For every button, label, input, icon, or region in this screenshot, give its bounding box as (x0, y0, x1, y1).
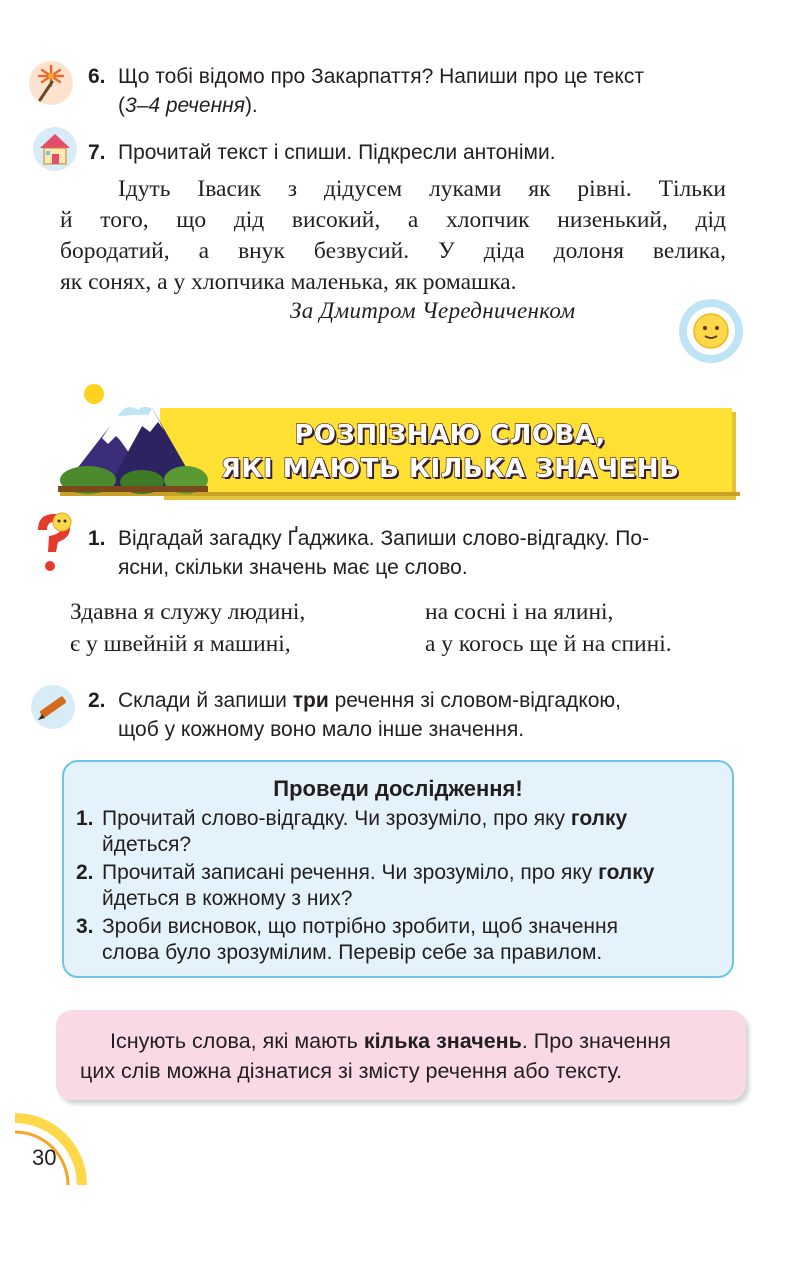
riddle-line: на сосні і на ялині, (425, 599, 614, 625)
task-text: ясни, скільки значень має це слово. (118, 556, 468, 579)
riddle-left (70, 596, 305, 660)
reading-text (60, 174, 726, 298)
riddle-right (425, 596, 672, 660)
research-item: 3. Зроби висновок, що потрібно зробити, щоб значення слова було зрозумілим. Перевір себе за правилом. (76, 915, 618, 964)
rule-emphasis: кілька значень (363, 1029, 522, 1053)
text-author: За Дмитром Чередниченком (290, 298, 576, 323)
item-number: 2. (76, 861, 94, 884)
riddle-line: є у швейній я машині, (70, 631, 291, 657)
rule-text: Існують слова, які мають кілька значень. Про значення цих слів можна дізнатися зі змісту речення або тексту. (80, 1029, 671, 1083)
task-text: Відгадай загадку Ґаджика. Запиши слово-відгадку. По- (118, 527, 650, 550)
task-6: 6. Що тобі відомо про Закарпаття? Напиши про це текст (3–4 речення). (88, 62, 644, 120)
task-number: 6. (88, 65, 106, 88)
research-title: Проведи дослідження! (273, 776, 523, 801)
text-line: Ідуть Івасик з дідусем луками як рівні. Тільки (118, 176, 726, 202)
mountains-illustration (58, 380, 208, 496)
emphasis-word: голку (570, 807, 628, 830)
pen-icon (30, 684, 76, 730)
sentence-count: 3–4 речення (125, 94, 245, 117)
task-1 (88, 524, 649, 582)
snowflake-wand-icon (28, 60, 74, 106)
research-item: 1. Прочитай слово-відгадку. Чи зрозуміло, про яку голку йдеться? (76, 807, 628, 856)
rule-box (56, 1010, 746, 1100)
riddle-line: Здавна я служу людині, (70, 599, 306, 625)
item-number: 3. (76, 915, 94, 938)
page-corner-arc (0, 1110, 90, 1260)
text-line: як сонях, а у хлопчика маленька, як ромашка. (60, 269, 517, 295)
task-text: Що тобі відомо про Закарпаття? Напиши про це текст (118, 65, 644, 88)
smiley-sun-icon (678, 298, 744, 364)
question-mark-icon (28, 508, 78, 574)
item-number: 1. (76, 807, 94, 830)
section-title-line: ЯКІ МАЮТЬ КІЛЬКА ЗНАЧЕНЬ (220, 454, 680, 484)
research-list (64, 802, 732, 966)
emphasis-word: голку (598, 861, 655, 884)
text-line: бородатий, а внук безвусий. У діда долоня велика, (60, 238, 726, 264)
task-number: 1. (88, 527, 106, 550)
text-line: й того, що дід високий, а хлопчик низенький, дід (60, 207, 726, 233)
research-item: 2. Прочитай записані речення. Чи зрозуміло, про яку голку йдеться в кожному з них? (76, 861, 655, 910)
task-number: 7. (88, 141, 106, 164)
riddle-line: а у когось ще й на спині. (425, 631, 672, 657)
task-instruction: Прочитай текст і спиши. Підкресли антоніми. (118, 141, 556, 164)
research-box (62, 760, 734, 978)
section-title (200, 418, 700, 486)
task-7 (88, 138, 556, 167)
house-icon (32, 126, 78, 172)
task-text: щоб у кожному воно мало інше значення. (118, 718, 525, 741)
section-title-line: РОЗПІЗНАЮ СЛОВА, (294, 420, 606, 450)
page-number: 30 (32, 1145, 57, 1170)
task-number: 2. (88, 689, 106, 712)
task-2: 2. Склади й запиши три речення зі словом-відгадкою, щоб у кожному воно мало інше значення. (88, 686, 621, 744)
emphasis-word: три (292, 689, 329, 712)
